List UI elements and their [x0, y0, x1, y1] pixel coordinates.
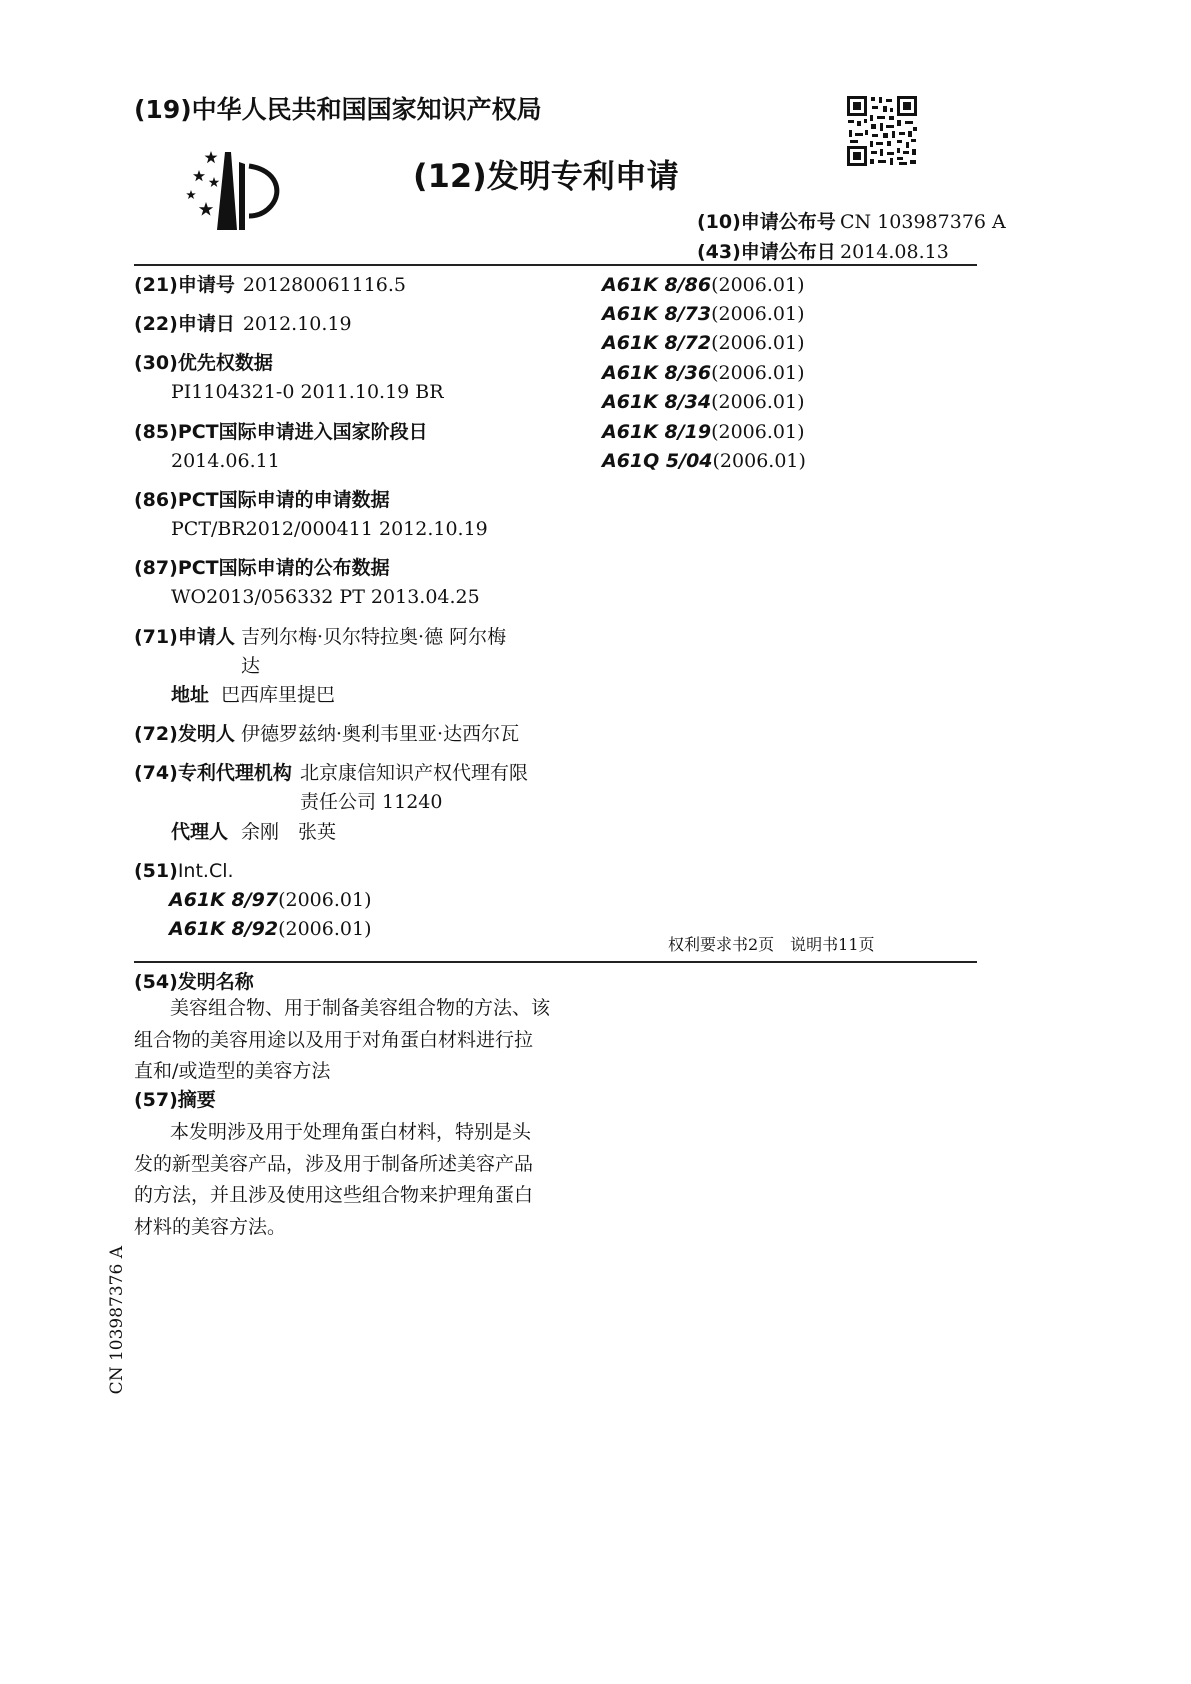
ipc-code: A61K 8/92 — [169, 918, 279, 940]
app-date-row: (22)申请日 2012.10.19 — [134, 313, 352, 335]
ipc-right-6 — [602, 449, 806, 473]
ipc-code: A61Q 5/04 — [602, 450, 713, 472]
invention-title — [134, 993, 550, 1088]
agency-value-line2: 责任公司 11240 — [300, 791, 443, 813]
ipc-year: (2006.01) — [278, 918, 372, 940]
ipc-year: (2006.01) — [278, 889, 372, 911]
side-publication-number: CN 103987376 A — [107, 1246, 127, 1395]
priority-row: (30)优先权数据 — [134, 352, 273, 374]
ipc-code: A61K 8/34 — [602, 391, 712, 413]
ipc-year: (2006.01) — [711, 332, 805, 354]
pct-entry-label: PCT国际申请进入国家阶段日 — [177, 421, 428, 443]
priority-label: 优先权数据 — [177, 352, 273, 374]
ipc-code: A61K 8/97 — [169, 889, 279, 911]
pub-number-label: (10)申请公布号 — [697, 211, 836, 233]
pct-app-row: (86)PCT国际申请的申请数据 — [134, 489, 390, 511]
pct-entry-value: 2014.06.11 — [171, 450, 280, 472]
ipc-code: A61K 8/73 — [602, 303, 712, 325]
patent-office-logo — [181, 150, 285, 234]
abstract-line: 本发明涉及用于处理角蛋白材料，特别是头 — [170, 1121, 532, 1143]
ipc-right-4 — [602, 390, 805, 414]
app-number-row: (21)申请号 201280061116.5 — [134, 274, 407, 296]
pages-note: 权利要求书2页 说明书11页 — [668, 935, 875, 954]
ipc-code: A61K 8/72 — [602, 332, 712, 354]
inventor-label: 发明人 — [177, 723, 235, 745]
abstract-heading: (57)摘要 — [134, 1089, 216, 1111]
invention-title-line: 美容组合物、用于制备美容组合物的方法、该 — [170, 997, 551, 1019]
ipc-year: (2006.01) — [711, 303, 805, 325]
int-cl-row: (51)Int.Cl. — [134, 860, 234, 882]
pub-number: CN 103987376 A — [840, 211, 1006, 233]
ipc-code: A61K 8/19 — [602, 421, 712, 443]
ipc-right-3 — [602, 361, 805, 385]
ipc-code: A61K 8/86 — [602, 274, 712, 296]
agency-value-line1: 北京康信知识产权代理有限 — [300, 762, 529, 784]
abstract-line: 的方法，并且涉及使用这些组合物来护理角蛋白 — [134, 1184, 534, 1206]
ipc-right-2 — [602, 331, 805, 355]
header-divider — [134, 264, 977, 266]
abstract-line: 材料的美容方法。 — [134, 1215, 287, 1238]
inventor-value: 伊德罗兹纳·奥利韦里亚·达西尔瓦 — [241, 723, 520, 745]
app-number: 201280061116.5 — [242, 274, 407, 296]
ipc-right-1 — [602, 302, 805, 326]
ipc-year: (2006.01) — [712, 450, 806, 472]
abstract-line: 发的新型美容产品，涉及用于制备所述美容产品 — [134, 1152, 534, 1175]
ipc-year: (2006.01) — [711, 421, 805, 443]
agency-label: 专利代理机构 — [177, 762, 292, 784]
agency-row: (74)专利代理机构 — [134, 762, 292, 784]
inventor-row: (72)发明人 — [134, 723, 235, 745]
address-label: 地址 — [171, 684, 210, 706]
title-heading: (54)发明名称 — [134, 971, 254, 993]
pct-pub-row: (87)PCT国际申请的公布数据 — [134, 557, 390, 579]
ipc-right-5 — [602, 420, 805, 444]
pub-date-label: (43)申请公布日 — [697, 241, 836, 263]
agent-value: 余刚 张英 — [241, 821, 337, 843]
int-cl-label: Int.Cl. — [177, 860, 234, 882]
abstract-divider — [134, 961, 977, 963]
pub-date: 2014.08.13 — [840, 241, 949, 263]
app-number-label: 申请号 — [177, 274, 235, 296]
ipc-left-1 — [169, 917, 372, 941]
ipc-year: (2006.01) — [711, 274, 805, 296]
invention-title-line: 组合物的美容用途以及用于对角蛋白材料进行拉 — [134, 1028, 534, 1051]
pct-entry-row: (85)PCT国际申请进入国家阶段日 — [134, 421, 428, 443]
invention-title-line: 直和/或造型的美容方法 — [134, 1060, 331, 1082]
agent-label: 代理人 — [171, 821, 229, 843]
priority-value: PI1104321-0 2011.10.19 BR — [171, 381, 444, 403]
pct-pub-value: WO2013/056332 PT 2013.04.25 — [171, 586, 480, 608]
applicant-value-line2: 达 — [241, 655, 261, 677]
ipc-year: (2006.01) — [711, 362, 805, 384]
applicant-row: (71)申请人 — [134, 626, 235, 648]
applicant-label: 申请人 — [177, 626, 235, 648]
applicant-value-line1: 吉列尔梅·贝尔特拉奥·德 阿尔梅 — [241, 626, 507, 648]
address-value: 巴西库里提巴 — [221, 684, 336, 706]
abstract-text — [134, 1117, 533, 1243]
pct-pub-label: PCT国际申请的公布数据 — [177, 557, 390, 579]
app-date-label: 申请日 — [177, 313, 235, 335]
ipc-left-0 — [169, 888, 372, 912]
qr-code — [845, 94, 919, 168]
office-name: (19)中华人民共和国国家知识产权局 — [134, 95, 542, 124]
document-type: (12)发明专利申请 — [413, 157, 679, 195]
ipc-year: (2006.01) — [711, 391, 805, 413]
pct-app-value: PCT/BR2012/000411 2012.10.19 — [171, 518, 488, 540]
app-date: 2012.10.19 — [242, 313, 352, 335]
ipc-code: A61K 8/36 — [602, 362, 712, 384]
pct-app-label: PCT国际申请的申请数据 — [177, 489, 390, 511]
ipc-right-0 — [602, 273, 805, 297]
